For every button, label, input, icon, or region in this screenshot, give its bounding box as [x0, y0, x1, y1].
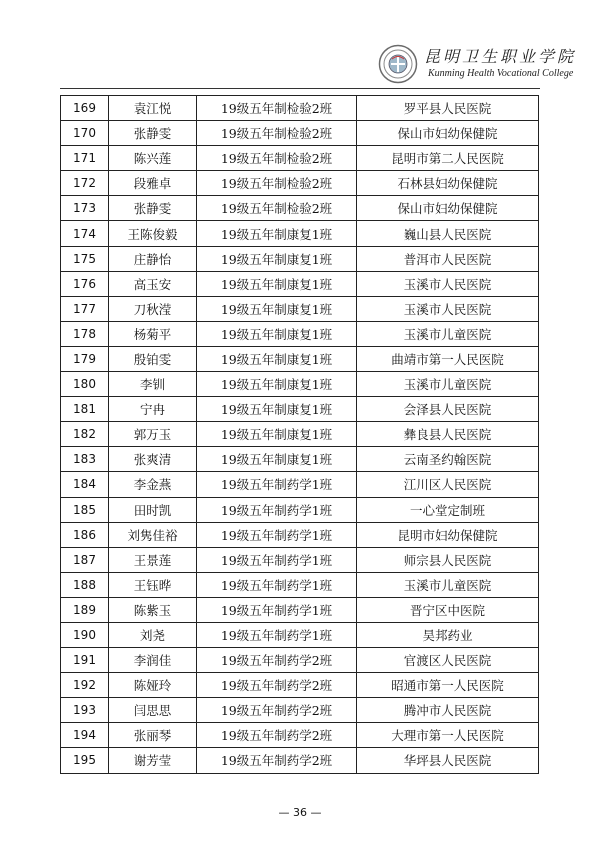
class-name-cell: 19级五年制康复1班: [197, 271, 357, 296]
student-name-cell: 张丽琴: [109, 723, 197, 748]
placement-unit-cell: 巍山县人民医院: [357, 221, 539, 246]
table-row: [61, 96, 539, 121]
student-name-cell: 袁江悦: [109, 96, 197, 121]
class-name-cell: 19级五年制康复1班: [197, 321, 357, 346]
table-row: [61, 121, 539, 146]
placement-unit-cell: 保山市妇幼保健院: [357, 121, 539, 146]
student-name-cell: 庄静怡: [109, 246, 197, 271]
class-name-cell: 19级五年制药学1班: [197, 472, 357, 497]
student-name-cell: 段雅卓: [109, 171, 197, 196]
row-number-cell: 190: [61, 622, 109, 647]
placement-unit-cell: 江川区人民医院: [357, 472, 539, 497]
class-name-cell: 19级五年制检验2班: [197, 96, 357, 121]
class-name-cell: 19级五年制康复1班: [197, 447, 357, 472]
class-name-cell: 19级五年制康复1班: [197, 346, 357, 371]
student-name-cell: 李钏: [109, 372, 197, 397]
table-row: [61, 321, 539, 346]
class-name-cell: 19级五年制药学1班: [197, 572, 357, 597]
student-name-cell: 刘隽佳裕: [109, 522, 197, 547]
class-name-cell: 19级五年制药学2班: [197, 673, 357, 698]
row-number-cell: 177: [61, 296, 109, 321]
placement-table: [60, 95, 539, 774]
student-name-cell: 张静雯: [109, 196, 197, 221]
student-name-cell: 宁冉: [109, 397, 197, 422]
table-row: [61, 221, 539, 246]
row-number-cell: 187: [61, 547, 109, 572]
table-body: [61, 96, 539, 774]
table-row: [61, 622, 539, 647]
class-name-cell: 19级五年制康复1班: [197, 422, 357, 447]
table-row: [61, 698, 539, 723]
class-name-cell: 19级五年制康复1班: [197, 397, 357, 422]
student-name-cell: 闫思思: [109, 698, 197, 723]
row-number-cell: 188: [61, 572, 109, 597]
student-name-cell: 王钰晔: [109, 572, 197, 597]
header-rule: [60, 88, 540, 89]
page-header: [0, 0, 600, 92]
placement-unit-cell: 华坪县人民医院: [357, 748, 539, 773]
table-row: [61, 346, 539, 371]
table-row: [61, 547, 539, 572]
placement-unit-cell: 普洱市人民医院: [357, 246, 539, 271]
class-name-cell: 19级五年制检验2班: [197, 171, 357, 196]
class-name-cell: 19级五年制药学1班: [197, 497, 357, 522]
row-number-cell: 178: [61, 321, 109, 346]
placement-unit-cell: 昭通市第一人民医院: [357, 673, 539, 698]
student-name-cell: 张静雯: [109, 121, 197, 146]
placement-unit-cell: 大理市第一人民医院: [357, 723, 539, 748]
row-number-cell: 173: [61, 196, 109, 221]
row-number-cell: 180: [61, 372, 109, 397]
placement-unit-cell: 官渡区人民医院: [357, 648, 539, 673]
table-row: [61, 497, 539, 522]
row-number-cell: 169: [61, 96, 109, 121]
placement-unit-cell: 彝良县人民医院: [357, 422, 539, 447]
class-name-cell: 19级五年制药学2班: [197, 648, 357, 673]
class-name-cell: 19级五年制药学2班: [197, 698, 357, 723]
class-name-cell: 19级五年制检验2班: [197, 121, 357, 146]
table-row: [61, 146, 539, 171]
row-number-cell: 176: [61, 271, 109, 296]
row-number-cell: 195: [61, 748, 109, 773]
student-name-cell: 刀秋滢: [109, 296, 197, 321]
row-number-cell: 181: [61, 397, 109, 422]
row-number-cell: 172: [61, 171, 109, 196]
student-name-cell: 高玉安: [109, 271, 197, 296]
table-row: [61, 597, 539, 622]
class-name-cell: 19级五年制药学2班: [197, 748, 357, 773]
placement-unit-cell: 曲靖市第一人民医院: [357, 346, 539, 371]
row-number-cell: 175: [61, 246, 109, 271]
row-number-cell: 194: [61, 723, 109, 748]
class-name-cell: 19级五年制康复1班: [197, 296, 357, 321]
student-name-cell: 陈娅玲: [109, 673, 197, 698]
student-name-cell: 陈紫玉: [109, 597, 197, 622]
table-row: [61, 447, 539, 472]
student-name-cell: 陈兴莲: [109, 146, 197, 171]
row-number-cell: 189: [61, 597, 109, 622]
row-number-cell: 171: [61, 146, 109, 171]
placement-unit-cell: 石林县妇幼保健院: [357, 171, 539, 196]
student-name-cell: 杨菊平: [109, 321, 197, 346]
table-row: [61, 572, 539, 597]
placement-unit-cell: 昊邦药业: [357, 622, 539, 647]
class-name-cell: 19级五年制药学1班: [197, 522, 357, 547]
placement-unit-cell: 云南圣约翰医院: [357, 447, 539, 472]
page-number: — 36 —: [278, 806, 322, 819]
placement-unit-cell: 玉溪市儿童医院: [357, 321, 539, 346]
table-row: [61, 372, 539, 397]
placement-unit-cell: 玉溪市儿童医院: [357, 572, 539, 597]
student-name-cell: 殷铂雯: [109, 346, 197, 371]
class-name-cell: 19级五年制检验2班: [197, 146, 357, 171]
placement-unit-cell: 玉溪市儿童医院: [357, 372, 539, 397]
table-row: [61, 196, 539, 221]
placement-unit-cell: 腾冲市人民医院: [357, 698, 539, 723]
row-number-cell: 184: [61, 472, 109, 497]
table-row: [61, 171, 539, 196]
table-row: [61, 648, 539, 673]
class-name-cell: 19级五年制药学1班: [197, 547, 357, 572]
table-row: [61, 296, 539, 321]
row-number-cell: 185: [61, 497, 109, 522]
student-name-cell: 刘尧: [109, 622, 197, 647]
table-row: [61, 472, 539, 497]
class-name-cell: 19级五年制康复1班: [197, 221, 357, 246]
student-name-cell: 王陈俊毅: [109, 221, 197, 246]
student-name-cell: 李润佳: [109, 648, 197, 673]
student-name-cell: 李金燕: [109, 472, 197, 497]
placement-unit-cell: 师宗县人民医院: [357, 547, 539, 572]
placement-unit-cell: 罗平县人民医院: [357, 96, 539, 121]
student-name-cell: 郭万玉: [109, 422, 197, 447]
class-name-cell: 19级五年制药学1班: [197, 597, 357, 622]
class-name-cell: 19级五年制检验2班: [197, 196, 357, 221]
placement-unit-cell: 一心堂定制班: [357, 497, 539, 522]
placement-unit-cell: 会泽县人民医院: [357, 397, 539, 422]
student-name-cell: 张爽清: [109, 447, 197, 472]
class-name-cell: 19级五年制康复1班: [197, 246, 357, 271]
row-number-cell: 193: [61, 698, 109, 723]
placement-unit-cell: 玉溪市人民医院: [357, 271, 539, 296]
placement-unit-cell: 昆明市妇幼保健院: [357, 522, 539, 547]
row-number-cell: 191: [61, 648, 109, 673]
school-name-cn: 昆明卫生职业学院: [424, 47, 577, 66]
table-row: [61, 673, 539, 698]
college-seal-icon: [378, 44, 418, 84]
row-number-cell: 183: [61, 447, 109, 472]
student-name-cell: 谢芳莹: [109, 748, 197, 773]
placement-unit-cell: 晋宁区中医院: [357, 597, 539, 622]
student-name-cell: 王景莲: [109, 547, 197, 572]
row-number-cell: 179: [61, 346, 109, 371]
row-number-cell: 170: [61, 121, 109, 146]
table-row: [61, 723, 539, 748]
row-number-cell: 182: [61, 422, 109, 447]
class-name-cell: 19级五年制药学1班: [197, 622, 357, 647]
class-name-cell: 19级五年制康复1班: [197, 372, 357, 397]
table-row: [61, 748, 539, 773]
table-row: [61, 422, 539, 447]
school-name-en: Kunming Health Vocational College: [428, 68, 574, 79]
row-number-cell: 174: [61, 221, 109, 246]
student-name-cell: 田时凯: [109, 497, 197, 522]
table-row: [61, 271, 539, 296]
placement-unit-cell: 昆明市第二人民医院: [357, 146, 539, 171]
row-number-cell: 186: [61, 522, 109, 547]
table-row: [61, 522, 539, 547]
placement-unit-cell: 玉溪市人民医院: [357, 296, 539, 321]
row-number-cell: 192: [61, 673, 109, 698]
table-row: [61, 397, 539, 422]
class-name-cell: 19级五年制药学2班: [197, 723, 357, 748]
table-row: [61, 246, 539, 271]
placement-unit-cell: 保山市妇幼保健院: [357, 196, 539, 221]
